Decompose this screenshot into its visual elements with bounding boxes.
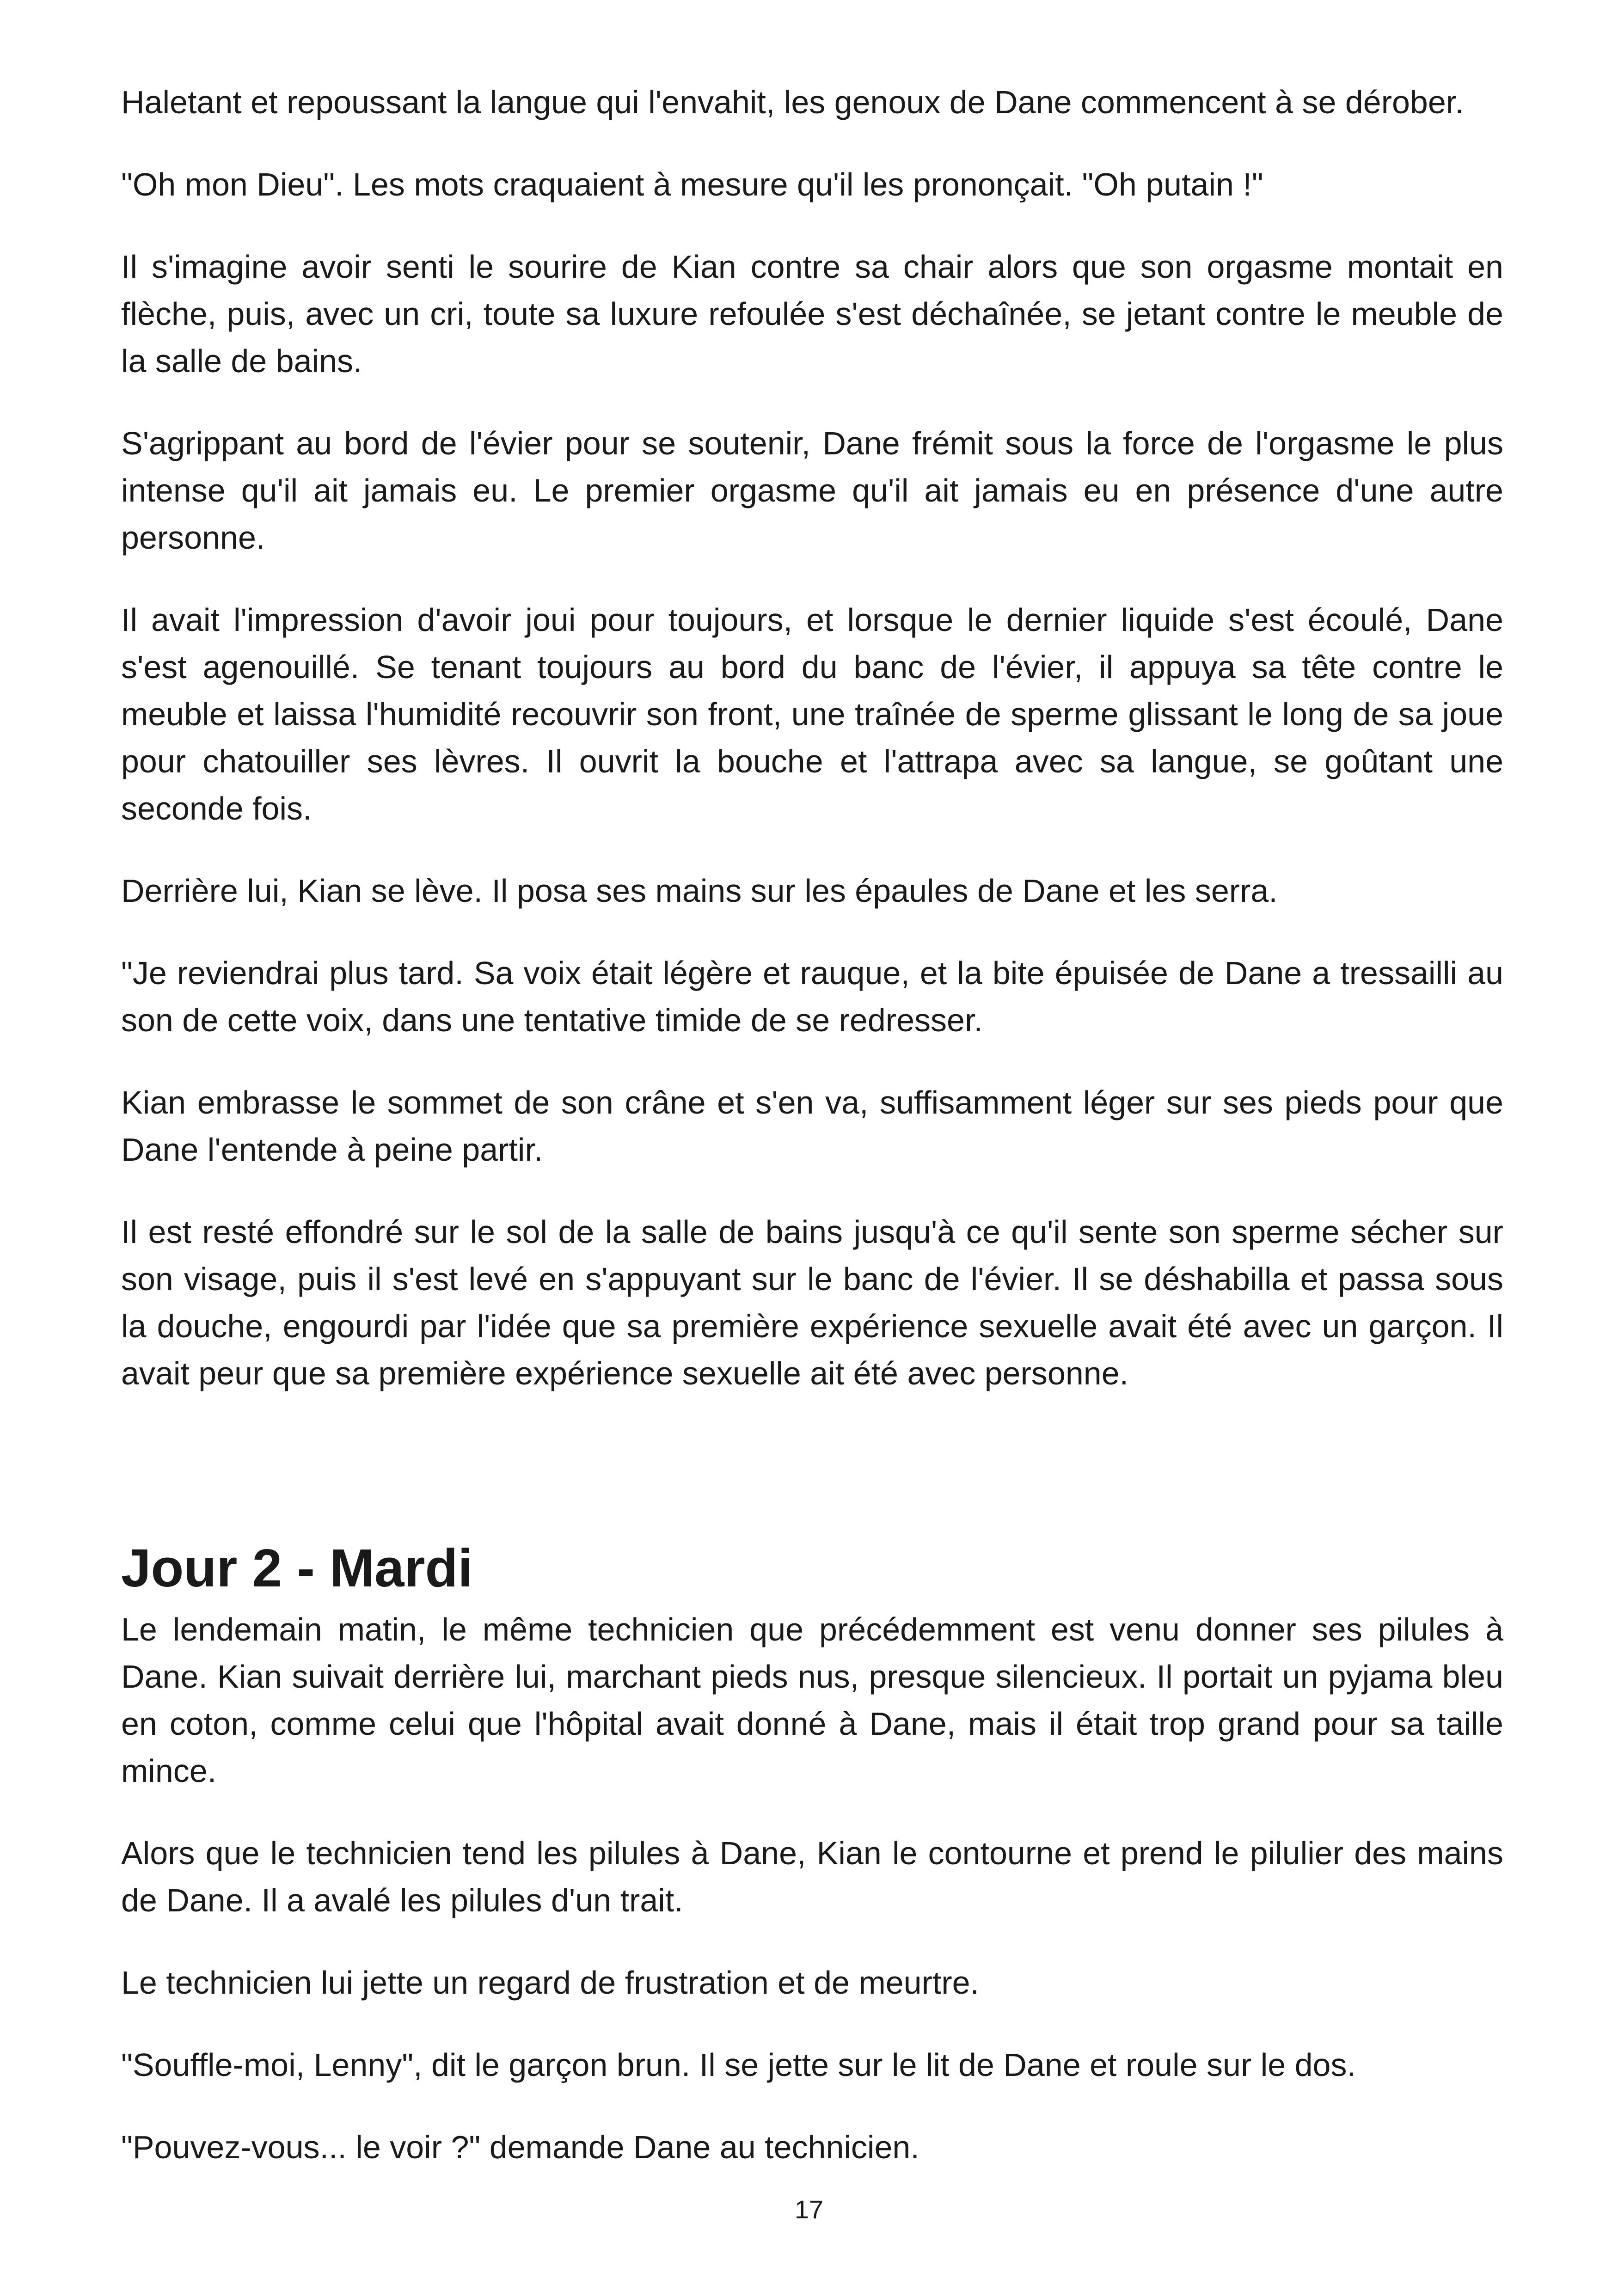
paragraph: "Souffle-moi, Lenny", dit le garçon brun. Il se jette sur le lit de Dane et roule sur le dos. <box>121 2047 1356 2083</box>
paragraph: Le technicien lui jette un regard de frustration et de meurtre. <box>121 1965 980 2001</box>
page-content <box>121 79 1503 2206</box>
paragraph: "Pouvez-vous... le voir ?" demande Dane au technicien. <box>121 2129 919 2165</box>
paragraph: Le lendemain matin, le même technicien que précédemment est venu donner ses pilules à Dane. Kian suivait derrière lui, marchant pieds nus, presque silencieux. Il portait un pyjama bleu en coton, comme celui que l'hôpital avait donné à Dane, mais il était trop grand pour sa taille mince. <box>121 1611 1503 1789</box>
paragraph: Il est resté effondré sur le sol de la salle de bains jusqu'à ce qu'il sente son sperme sécher sur son visage, puis il s'est levé en s'appuyant sur le banc de l'évier. Il se déshabilla et passa sous la douche, engourdi par l'idée que sa première expérience sexuelle avait été avec un garçon. Il avait peur que sa première expérience sexuelle ait été avec personne. <box>121 1214 1503 1391</box>
chapter-heading: Jour 2 - Mardi <box>121 1538 473 1598</box>
paragraph: S'agrippant au bord de l'évier pour se soutenir, Dane frémit sous la force de l'orgasme le plus intense qu'il ait jamais eu. Le premier orgasme qu'il ait jamais eu en présence d'une autre personne. <box>121 425 1503 556</box>
paragraph: Alors que le technicien tend les pilules à Dane, Kian le contourne et prend le pilulier des mains de Dane. Il a avalé les pilules d'un trait. <box>121 1835 1503 1918</box>
page-number: 17 <box>794 2195 824 2224</box>
paragraph: Il s'imagine avoir senti le sourire de Kian contre sa chair alors que son orgasme montait en flèche, puis, avec un cri, toute sa luxure refoulée s'est déchaînée, se jetant contre le meuble de la salle de bains. <box>121 249 1503 379</box>
paragraph: Il avait l'impression d'avoir joui pour toujours, et lorsque le dernier liquide s'est écoulé, Dane s'est agenouillé. Se tenant toujours au bord du banc de l'évier, il appuya sa tête contre le meuble et laissa l'humidité recouvrir son front, une traînée de sperme glissant le long de sa joue pour chatouiller ses lèvres. Il ouvrit la bouche et l'attrapa avec sa langue, se goûtant une seconde fois. <box>121 602 1503 827</box>
paragraph: "Je reviendrai plus tard. Sa voix était légère et rauque, et la bite épuisée de Dane a tressailli au son de cette voix, dans une tentative timide de se redresser. <box>121 955 1503 1038</box>
paragraph: "Oh mon Dieu". Les mots craquaient à mesure qu'il les prononçait. "Oh putain !" <box>121 166 1263 202</box>
paragraph: Haletant et repoussant la langue qui l'envahit, les genoux de Dane commencent à se dérober. <box>121 84 1464 120</box>
paragraph: Derrière lui, Kian se lève. Il posa ses mains sur les épaules de Dane et les serra. <box>121 873 1278 909</box>
paragraph: Kian embrasse le sommet de son crâne et s'en va, suffisamment léger sur ses pieds pour que Dane l'entende à peine partir. <box>121 1084 1503 1168</box>
